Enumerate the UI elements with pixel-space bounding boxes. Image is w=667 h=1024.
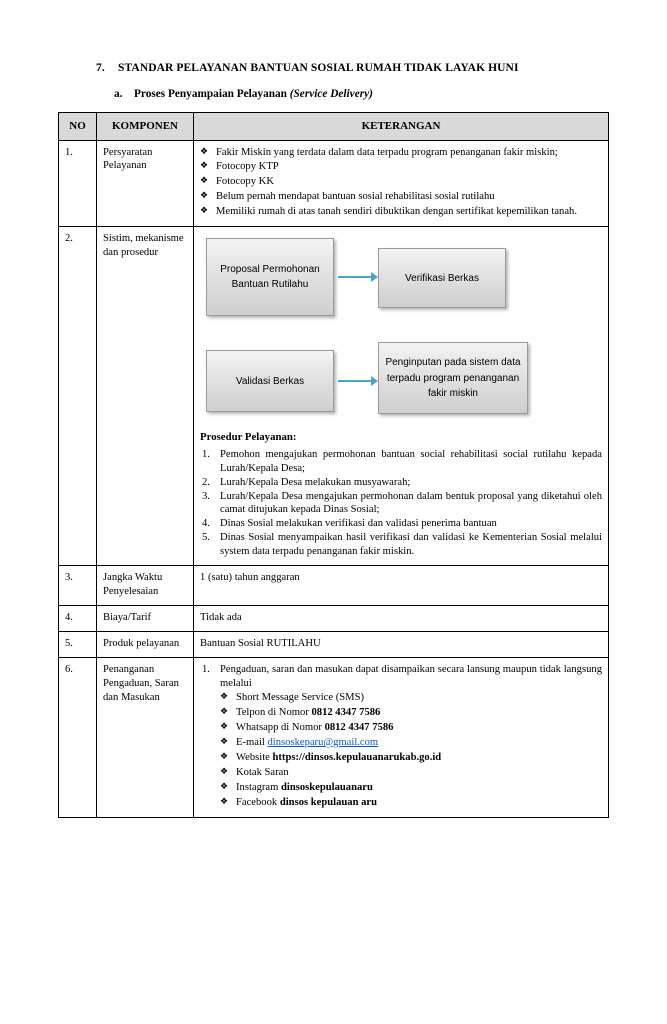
flow-box-validasi: Validasi Berkas: [206, 350, 334, 412]
pengaduan-intro-list: [200, 663, 602, 691]
website-value[interactable]: https://dinsos.kepulauanarukab.go.id: [272, 752, 442, 764]
row-komponen: Persyaratan Pelayanan: [97, 140, 194, 227]
contact-label: Website: [236, 752, 273, 764]
row-komponen: Produk pelayanan: [97, 632, 194, 658]
subtitle-text: Proses Penyampaian Pelayanan: [134, 88, 287, 100]
contact-label: E-mail: [236, 737, 268, 749]
page-title-text: STANDAR PELAYANAN BANTUAN SOSIAL RUMAH TIDAK LAYAK HUNI: [118, 62, 519, 74]
row-keterangan: [194, 140, 609, 227]
contact-list: [220, 691, 602, 810]
page-title-number: 7.: [96, 62, 105, 74]
contact-value: dinsoskepulauanaru: [281, 781, 373, 793]
prosedur-title: Prosedur Pelayanan:: [200, 431, 297, 444]
row-keterangan: Tidak ada: [194, 606, 609, 632]
contact-value: 0812 4347 7586: [311, 707, 381, 719]
subtitle-number: a.: [114, 88, 123, 100]
list-item-whatsapp: [220, 721, 602, 735]
row-keterangan: Bantuan Sosial RUTILAHU: [194, 632, 609, 658]
contact-label: Facebook: [236, 796, 280, 808]
contact-label: Instagram: [236, 781, 282, 793]
contact-label: Telpon di Nomor: [236, 707, 312, 719]
list-item: ❖ Memiliki rumah di atas tanah sendiri dibuktikan dengan sertifikat kepemilikan tanah.: [200, 205, 602, 219]
row-komponen: Penanganan Pengaduan, Saran dan Masukan: [97, 658, 194, 818]
flow-box-penginputan: Penginputan pada sistem data terpadu program penanganan fakir miskin: [378, 342, 528, 414]
flow-box-verifikasi: Verifikasi Berkas: [378, 248, 506, 308]
table-row: [59, 606, 609, 632]
row-no: 6.: [59, 658, 97, 818]
list-item-sms: [220, 691, 602, 705]
list-item: ❖ Fotocopy KTP: [200, 160, 602, 174]
table-row: [59, 140, 609, 227]
contact-label: Kotak Saran: [236, 767, 289, 779]
flow-arrow-right-icon: [338, 276, 372, 278]
section-subtitle: [114, 88, 609, 100]
list-item-telpon: [220, 706, 602, 720]
standard-service-table: [58, 112, 609, 818]
table-row: [59, 632, 609, 658]
row-komponen: Sistim, mekanisme dan prosedur: [97, 227, 194, 566]
column-header-keterangan: KETERANGAN: [194, 113, 609, 141]
row-no: 4.: [59, 606, 97, 632]
table-header-row: [59, 113, 609, 141]
list-item: ❖ Belum pernah mendapat bantuan sosial rehabilitasi sosial rutilahu: [200, 190, 602, 204]
flow-box-proposal: Proposal Permohonan Bantuan Rutilahu: [206, 238, 334, 316]
list-item: Pemohon mengajukan permohonan bantuan social rehabilitasi social rutilahu kepada Lurah/Kepala Desa;: [220, 448, 602, 474]
email-link[interactable]: dinsoskeparu@gmail.com: [267, 737, 379, 749]
row-no: 5.: [59, 632, 97, 658]
list-item: Dinas Sosial menyampaikan hasil verifikasi dan validasi ke Kementerian Sosial melalui system data terpadu penanganan fakir miskin.: [220, 532, 602, 558]
row-komponen: Jangka Waktu Penyelesaian: [97, 566, 194, 606]
list-item: ❖ Fotocopy KK: [200, 175, 602, 189]
row-keterangan: [194, 227, 609, 566]
list-item: ❖ Fakir Miskin yang terdata dalam data terpadu program penanganan fakir miskin;: [200, 146, 602, 160]
list-item-email: [220, 736, 602, 750]
list-item-kotak-saran: [220, 766, 602, 780]
contact-label: Short Message Service (SMS): [236, 692, 364, 704]
column-header-no: NO: [59, 113, 97, 141]
table-row: [59, 658, 609, 818]
contact-value: dinsos kepulauan aru: [279, 796, 377, 808]
list-item-website: [220, 751, 602, 765]
prosedur-list: [200, 448, 602, 560]
requirements-list: [200, 146, 602, 220]
row-komponen: Biaya/Tarif: [97, 606, 194, 632]
table-row: [59, 227, 609, 566]
list-item: Dinas Sosial melakukan verifikasi dan validasi penerima bantuan: [220, 518, 497, 530]
list-item: Lurah/Kepala Desa mengajukan permohonan dalam bentuk proposal yang diketahui oleh camat ditujukan kepada Dinas Sosial;: [220, 490, 602, 516]
flow-arrow-right-icon-2: [338, 380, 372, 382]
contact-label: Whatsapp di Nomor: [236, 722, 325, 734]
table-row: [59, 566, 609, 606]
row-keterangan: 1 (satu) tahun anggaran: [194, 566, 609, 606]
list-item: Lurah/Kepala Desa melakukan musyawarah;: [220, 476, 411, 488]
page-title: [96, 62, 609, 74]
row-no: 1.: [59, 140, 97, 227]
process-flow-diagram: [200, 238, 602, 420]
contact-value: 0812 4347 7586: [324, 722, 394, 734]
subtitle-italic: (Service Delivery): [289, 88, 373, 100]
column-header-komponen: KOMPONEN: [97, 113, 194, 141]
list-item-facebook: [220, 796, 602, 810]
row-no: 2.: [59, 227, 97, 566]
list-item-instagram: [220, 781, 602, 795]
row-keterangan: [194, 658, 609, 818]
row-no: 3.: [59, 566, 97, 606]
list-item: Pengaduan, saran dan masukan dapat disampaikan secara lansung maupun tidak langsung melalui: [220, 664, 602, 690]
